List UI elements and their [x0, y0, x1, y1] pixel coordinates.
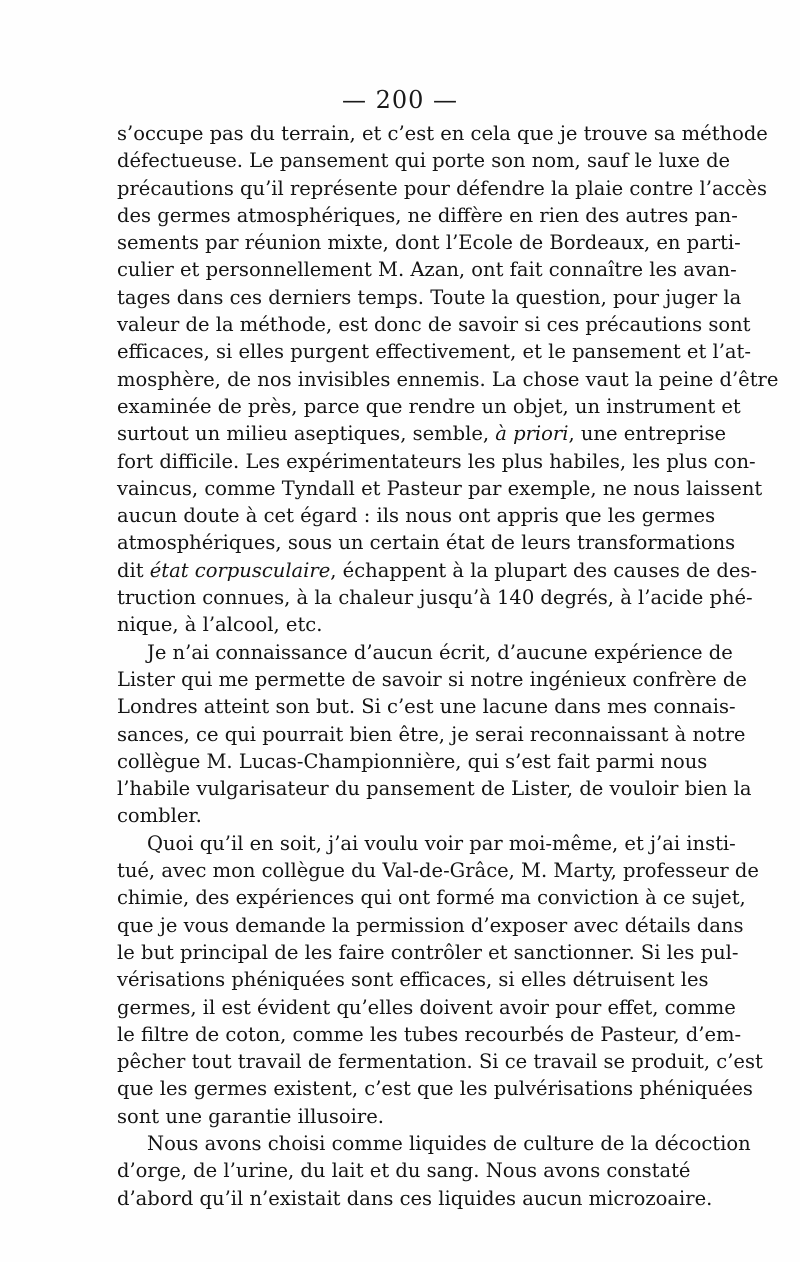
text-line: des germes atmosphériques, ne diffère en rien des autres pan- — [117, 203, 738, 227]
paragraph-1 — [117, 120, 779, 639]
text-line: sements par réunion mixte, dont l’Ecole de Bordeaux, en parti- — [117, 231, 741, 255]
text-line: l’habile vulgarisateur du pansement de Lister, de vouloir bien la — [117, 777, 752, 801]
text-line: pêcher tout travail de fermentation. Si ce travail se produit, c’est — [117, 1050, 763, 1074]
text-line: tué, avec mon collègue du Val-de-Grâce, M. Marty, professeur de — [117, 859, 759, 883]
text-line: mosphère, de nos invisibles ennemis. La chose vaut la peine d’être — [117, 367, 779, 391]
text-line: valeur de la méthode, est donc de savoir si ces précautions sont — [117, 313, 751, 337]
text-line: le filtre de coton, comme les tubes recourbés de Pasteur, d’em- — [117, 1022, 742, 1046]
text-line: Nous avons choisi comme liquides de culture de la décoction — [147, 1131, 751, 1155]
text-line-with-italic: surtout un milieu aseptiques, semble, à priori, une entreprise — [117, 422, 727, 446]
text-line: combler. — [117, 804, 202, 828]
text-line: Londres atteint son but. Si c’est une lacune dans mes connais- — [117, 695, 736, 719]
text-line: que je vous demande la permission d’exposer avec détails dans — [117, 913, 744, 937]
text-line: le but principal de les faire contrôler et sanctionner. Si les pul- — [117, 940, 739, 964]
body-text — [117, 120, 779, 1212]
text-line: tages dans ces derniers temps. Toute la question, pour juger la — [117, 285, 742, 309]
text-line: examinée de près, parce que rendre un objet, un instrument et — [117, 394, 741, 418]
text-line: d’orge, de l’urine, du lait et du sang. Nous avons constaté — [117, 1159, 691, 1183]
text-line: vérisations phéniquées sont efficaces, si elles détruisent les — [117, 968, 709, 992]
text-line: sances, ce qui pourrait bien être, je serai reconnaissant à notre — [117, 722, 746, 746]
text-line: sont une garantie illusoire. — [117, 1104, 384, 1128]
page-number: — 200 — — [341, 86, 459, 114]
paragraph-3 — [117, 830, 763, 1130]
paragraph-2 — [117, 639, 752, 830]
text-line: que les germes existent, c’est que les pulvérisations phéniquées — [117, 1077, 753, 1101]
italic-phrase: à priori — [495, 422, 569, 446]
text-line: défectueuse. Le pansement qui porte son nom, sauf le luxe de — [117, 149, 731, 173]
text-line: atmosphériques, sous un certain état de leurs transformations — [117, 531, 736, 555]
text-line: nique, à l’alcool, etc. — [117, 613, 323, 637]
text-line: Quoi qu’il en soit, j’ai voulu voir par moi-même, et j’ai insti- — [147, 831, 736, 855]
text-line: efficaces, si elles purgent effectivement, et le pansement et l’at- — [117, 340, 751, 364]
text-line: Je n’ai connaissance d’aucun écrit, d’aucune expérience de — [147, 640, 733, 664]
text-line: s’occupe pas du terrain, et c’est en cela que je trouve sa méthode — [117, 122, 768, 145]
text-line: fort difficile. Les expérimentateurs les plus habiles, les plus con- — [117, 449, 756, 473]
text-line: chimie, des expériences qui ont formé ma conviction à ce sujet, — [117, 886, 746, 910]
paragraph-4 — [117, 1130, 751, 1212]
text-line: Lister qui me permette de savoir si notre ingénieux confrère de — [117, 667, 747, 691]
text-line: truction connues, à la chaleur jusqu’à 140 degrés, à l’acide phé- — [117, 586, 753, 610]
text-line: d’abord qu’il n’existait dans ces liquides aucun microzoaire. — [117, 1186, 713, 1210]
text-line: aucun doute à cet égard : ils nous ont appris que les germes — [117, 504, 716, 528]
text-line: vaincus, comme Tyndall et Pasteur par exemple, ne nous laissent — [117, 476, 763, 500]
text-line-with-italic: dit état corpusculaire, échappent à la plupart des causes de des- — [117, 558, 757, 582]
text-line: précautions qu’il représente pour défendre la plaie contre l’accès — [117, 176, 767, 200]
text-line: collègue M. Lucas-Championnière, qui s’est fait parmi nous — [117, 749, 708, 773]
text-line: culier et personnellement M. Azan, ont fait connaître les avan- — [117, 258, 737, 282]
italic-phrase: état corpusculaire — [149, 558, 331, 582]
text-line: germes, il est évident qu’elles doivent avoir pour effet, comme — [117, 995, 736, 1019]
